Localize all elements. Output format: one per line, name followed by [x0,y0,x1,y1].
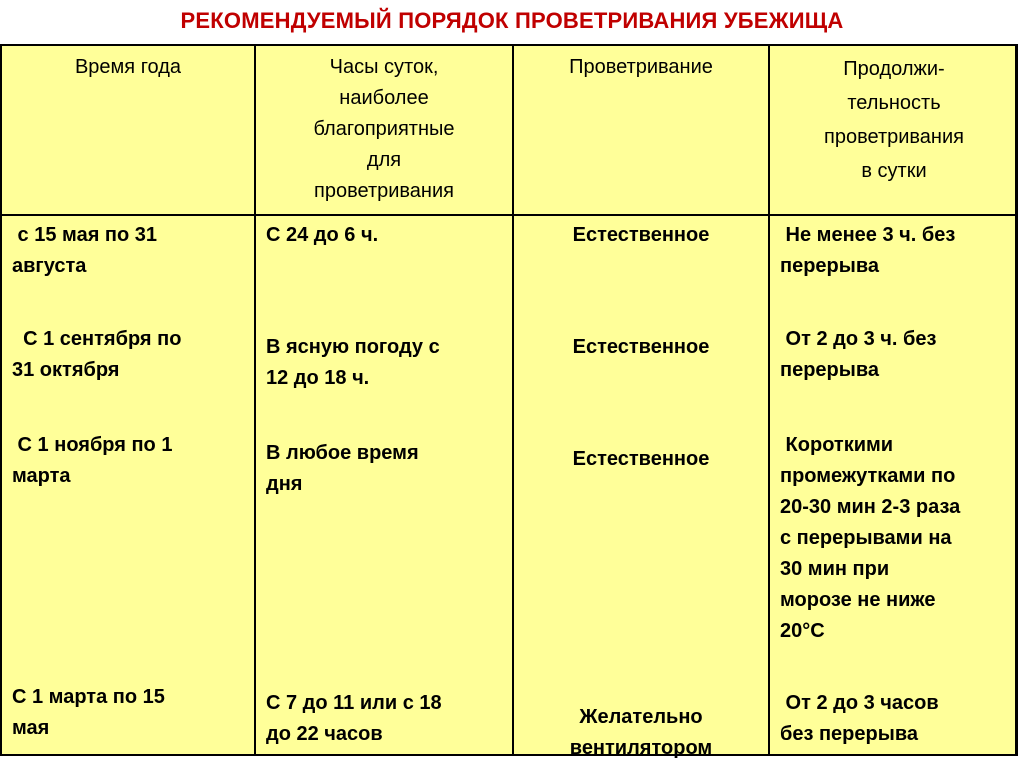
row-4-ventilation [514,702,768,764]
cell-line: августа [12,255,87,277]
header-line: благоприятные [313,118,455,140]
row-1-hours [266,220,378,251]
cell-line: Желательно [579,706,703,728]
row-1-duration [780,220,955,282]
cell-line: перерыва [780,255,879,277]
cell-line: с 15 мая по 31 [12,224,158,246]
header-line: Продолжи- [843,58,945,80]
header-line: для [366,149,402,171]
cell-line: промежутками по [780,465,956,487]
header-line: Часы суток, [329,56,439,78]
cell-line: мая [12,717,50,739]
cell-line: дня [266,473,303,495]
row-3-hours [266,438,419,500]
cell-line: с перерывами на [780,527,952,549]
cell-line: морозе не ниже [780,589,936,611]
row-2-hours [266,332,440,394]
row-4-duration [780,688,939,750]
header-hours [256,52,512,207]
cell-line: Естественное [572,224,710,246]
header-line: Время года [74,56,182,78]
cell-line: 20°С [780,620,825,642]
cell-line: Короткими [780,434,894,456]
header-line: в сутки [861,160,927,182]
cell-line: 12 до 18 ч. [266,367,370,389]
cell-line: Естественное [572,336,710,358]
header-divider [2,214,1015,216]
cell-line: От 2 до 3 часов [780,692,939,714]
cell-line: Не менее 3 ч. без [780,224,956,246]
cell-line: 31 октября [12,359,120,381]
cell-line: С 1 сентября по [12,328,182,350]
cell-line: С 7 до 11 или с 18 [266,692,442,714]
cell-line: В любое время [266,442,419,464]
row-2-season [12,324,181,386]
cell-line: перерыва [780,359,879,381]
cell-line: С 24 до 6 ч. [266,224,379,246]
row-3-duration [780,430,960,647]
row-1-season [12,220,157,282]
cell-line: вентилятором [569,737,713,759]
header-season [2,52,254,83]
row-4-season [12,682,165,744]
header-line: Проветривание [569,56,713,78]
cell-line: до 22 часов [266,723,383,745]
header-line: проветривания [314,180,454,202]
row-3-season [12,430,172,492]
row-2-ventilation [514,332,768,363]
row-1-ventilation [514,220,768,251]
row-3-ventilation [514,444,768,475]
column-divider [512,46,514,754]
header-line: тельность [847,92,941,114]
row-4-hours [266,688,442,750]
cell-line: 20-30 мин 2-3 раза [780,496,961,518]
cell-line: От 2 до 3 ч. без [780,328,937,350]
cell-line: С 1 ноября по 1 [12,434,173,456]
cell-line: без перерыва [780,723,918,745]
header-line: наиболее [339,87,429,109]
cell-line: 30 мин при [780,558,890,580]
ventilation-table [0,44,1018,759]
cell-line: Естественное [572,448,710,470]
cell-line: В ясную погоду с [266,336,440,358]
cell-line: С 1 марта по 15 [12,686,165,708]
cell-line: марта [12,465,71,487]
page-title: РЕКОМЕНДУЕМЫЙ ПОРЯДОК ПРОВЕТРИВАНИЯ УБЕЖИЩА [180,8,844,33]
header-duration [770,52,1018,188]
header-ventilation [514,52,768,83]
header-line: проветривания [824,126,964,148]
row-2-duration [780,324,936,386]
